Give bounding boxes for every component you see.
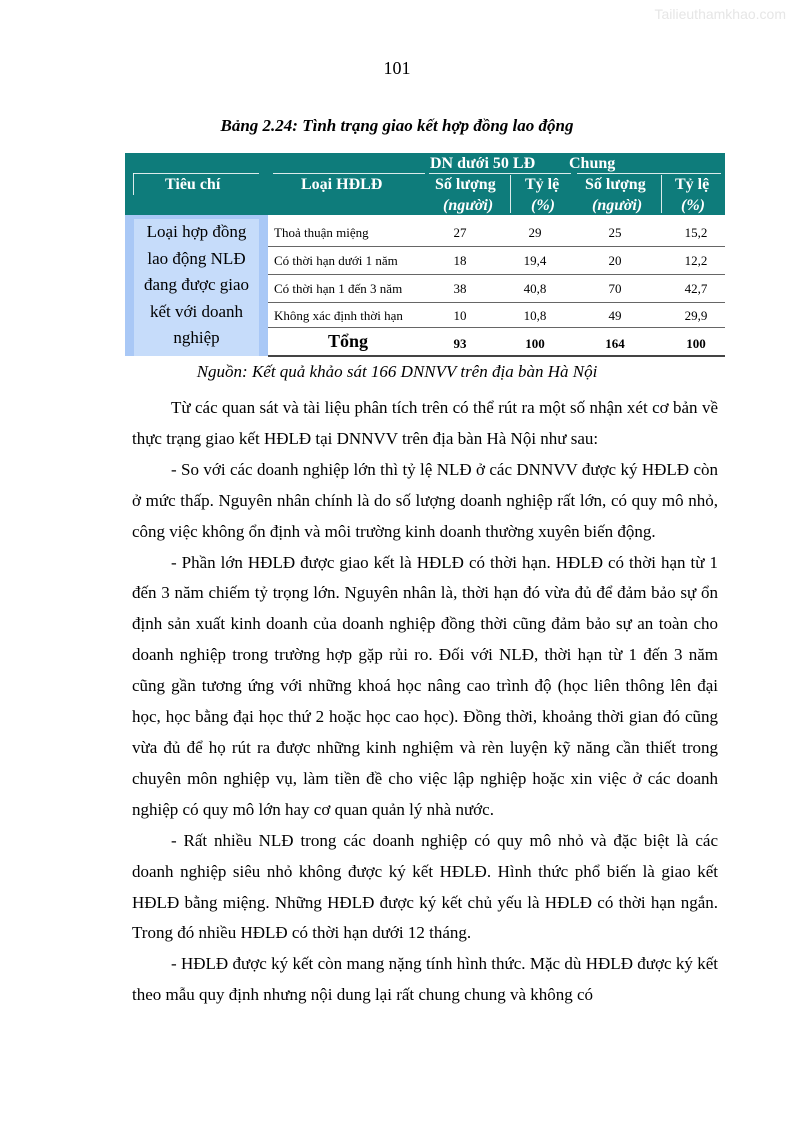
table-row (268, 303, 725, 328)
paragraph: Từ các quan sát và tài liệu phân tích trên có thể rút ra một số nhận xét cơ bản về thực trạng giao kết HĐLĐ tại DNNVV trên địa bàn Hà Nội như sau: (132, 398, 718, 448)
header-rate-unit-2: (%) (681, 197, 705, 214)
row-label: Thoả thuận miệng (274, 225, 369, 240)
total-qty-small: 93 (453, 336, 467, 351)
table-row (268, 247, 725, 275)
criterion-cell (125, 215, 268, 356)
header-qty-1: Số lượng (435, 176, 496, 193)
total-rate-small: 100 (525, 336, 545, 351)
header-rate-unit-1: (%) (531, 197, 555, 214)
cell-qty-general: 20 (608, 253, 622, 268)
paragraph: - Rất nhiều NLĐ trong các doanh nghiệp có quy mô nhỏ và đặc biệt là các doanh nghiệp siêu nhỏ không được ký kết HĐLĐ. Hình thức phổ biến là giao kết HĐLĐ bằng miệng. Những HĐLĐ được ký kết chủ yếu là HĐLĐ có thời hạn ngắn. Trong đó nhiều HĐLĐ có thời hạn dưới 12 tháng. (132, 830, 718, 943)
total-qty-general: 164 (605, 336, 625, 351)
cell-qty-general: 49 (608, 308, 622, 323)
cell-rate-small: 40,8 (523, 281, 547, 296)
criterion-text: Loại hợp đồng lao động NLĐ đang được giao kết với doanh nghiệp (134, 219, 259, 356)
total-rate-general: 100 (686, 336, 706, 351)
cell-qty-small: 10 (453, 308, 467, 323)
header-rate-1: Tỷ lệ (525, 176, 560, 193)
paragraph: - Phần lớn HĐLĐ được giao kết là HĐLĐ có thời hạn. HĐLĐ có thời hạn từ 1 đến 3 năm chiếm tỷ trọng lớn. Nguyên nhân là, thời hạn đó vừa đủ để đảm bảo sự ổn định sản xuất kinh doanh của doanh nghiệp đồng thời cũng đảm bảo sự an toàn cho doanh nghiệp trong trường hợp gặp rủi ro. Đối với NLĐ, thời hạn từ 1 đến 3 năm cũng gần tương ứng với những khoá học nâng cao trình độ (học liên thông lên đại học, học bằng đại học thứ 2 hoặc học cao học). Đồng thời, khoảng thời gian đó cũng vừa đủ để họ rút ra được những kinh nghiệm và rèn luyện kỹ năng cần thiết trong chuyên môn nghiệp vụ, làm tiền đề cho việc lập nghiệp hoặc xin việc ở các doanh nghiệp có quy mô lớn hay cơ quan quản lý nhà nước. (132, 552, 718, 819)
cell-qty-small: 27 (453, 225, 467, 240)
table-source: Nguồn: Kết quả khảo sát 166 DNNVV trên địa bàn Hà Nội (196, 362, 598, 381)
body-text (132, 393, 718, 1011)
cell-rate-small: 29 (528, 225, 542, 240)
cell-rate-small: 19,4 (523, 253, 547, 268)
watermark: Tailieuthamkhao.com (654, 6, 786, 22)
row-label: Có thời hạn 1 đến 3 năm (274, 281, 403, 296)
table-caption: Bảng 2.24: Tình trạng giao kết hợp đồng lao động (220, 116, 574, 135)
paragraph: - So với các doanh nghiệp lớn thì tỷ lệ NLĐ ở các DNNVV được ký HĐLĐ còn ở mức thấp. Nguyên nhân chính là do số lượng doanh nghiệp rất lớn, có quy mô nhỏ, công việc không ổn định và môi trường kinh doanh thường xuyên biến động. (132, 459, 718, 541)
cell-qty-small: 38 (453, 281, 467, 296)
cell-qty-general: 25 (608, 225, 622, 240)
cell-rate-general: 29,9 (684, 308, 708, 323)
cell-rate-general: 12,2 (684, 253, 708, 268)
cell-qty-small: 18 (453, 253, 467, 268)
total-label: Tổng (328, 331, 369, 351)
cell-rate-general: 15,2 (684, 225, 708, 240)
page-number: 101 (383, 58, 411, 78)
row-label: Không xác định thời hạn (274, 308, 403, 323)
contract-status-table (125, 153, 725, 356)
table-header (125, 153, 725, 215)
table-row (268, 219, 725, 247)
table-total-row (268, 328, 725, 357)
header-group-small-firms: DN dưới 50 LĐ (430, 155, 536, 172)
paragraph: - HĐLĐ được ký kết còn mang nặng tính hình thức. Mặc dù HĐLĐ được ký kết theo mẫu quy định nhưng nội dung lại rất chung chung và không có (132, 954, 718, 1005)
cell-rate-small: 10,8 (523, 308, 547, 323)
header-contract-type: Loại HĐLĐ (301, 176, 383, 193)
cell-qty-general: 70 (608, 281, 622, 296)
header-rate-2: Tỷ lệ (675, 176, 710, 193)
header-qty-unit-2: (người) (592, 197, 643, 214)
row-label: Có thời hạn dưới 1 năm (274, 253, 398, 268)
header-qty-2: Số lượng (585, 176, 646, 193)
header-qty-unit-1: (người) (443, 197, 494, 214)
header-group-general: Chung (569, 155, 616, 172)
cell-rate-general: 42,7 (684, 281, 708, 296)
table-row (268, 275, 725, 303)
header-criteria: Tiêu chí (165, 176, 221, 193)
